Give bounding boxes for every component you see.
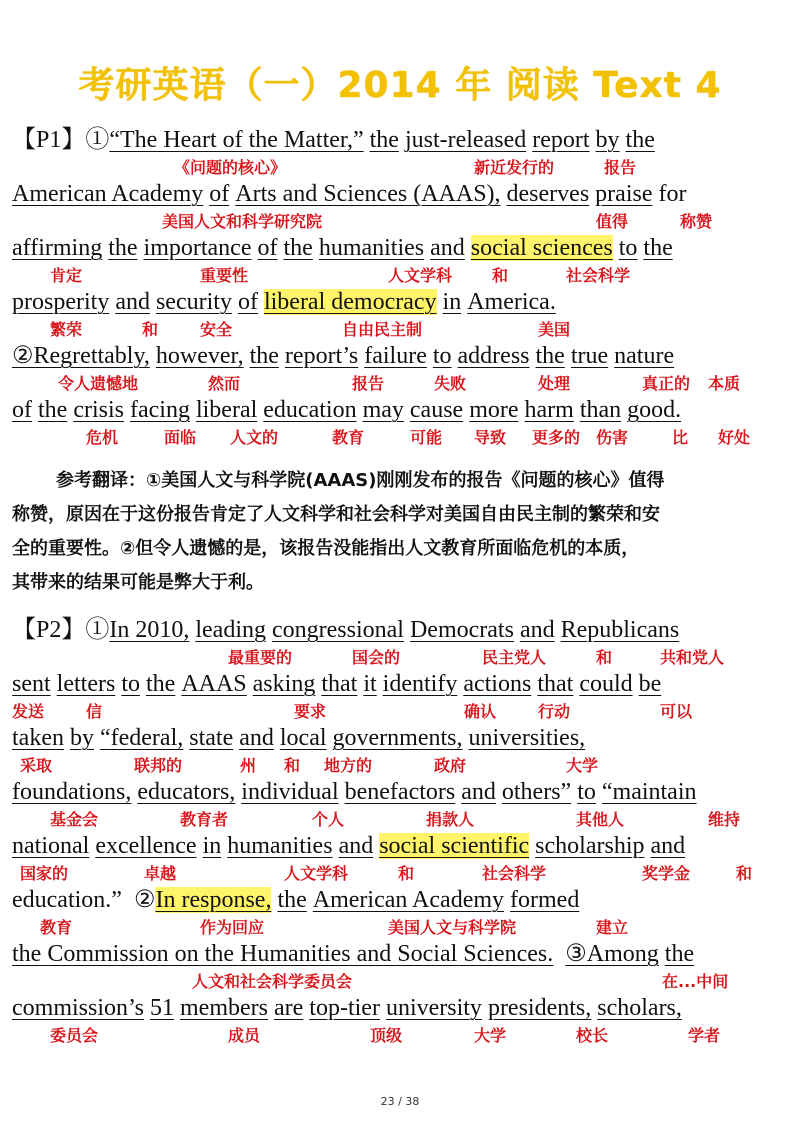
gloss: 成员 [228, 1026, 261, 1045]
word: and [338, 833, 374, 859]
word: the [369, 127, 399, 153]
word: foundations, [12, 779, 132, 805]
gloss: 最重要的 [228, 648, 293, 667]
gloss: 州 [240, 756, 257, 775]
gloss: 繁荣 [50, 320, 83, 339]
gloss: 伤害 [596, 428, 629, 447]
word: identify [382, 671, 458, 697]
gloss: 报告 [352, 374, 385, 393]
word: of [12, 397, 32, 423]
gloss: 比 [672, 428, 689, 447]
word: the [283, 235, 313, 261]
word: asking [252, 671, 316, 697]
p1-line-6 [12, 396, 788, 425]
page-total: 38 [405, 1095, 420, 1108]
p1-line-1 [12, 126, 788, 155]
gloss: 然而 [208, 374, 241, 393]
word: education [263, 397, 357, 423]
word: cause [409, 397, 464, 423]
word: others” [501, 779, 572, 805]
word: 【P1】① [12, 127, 110, 153]
gloss: 教育者 [180, 810, 229, 829]
p2-gloss-7 [12, 969, 788, 994]
word: America. [467, 289, 556, 315]
word: the [249, 343, 279, 369]
word: to [577, 779, 596, 805]
p2-line-6 [12, 886, 788, 915]
p2-line-4 [12, 778, 788, 807]
word: “maintain [601, 779, 697, 805]
page-title: 考研英语（一）2014 年 阅读 Text 4 [78, 65, 722, 106]
translation-line: 其带来的结果可能是弊大于利。 [12, 572, 264, 593]
gloss: 人文和社会科学委员会 [192, 972, 353, 991]
word: for [658, 181, 687, 207]
p2-line-7 [12, 940, 788, 969]
word: good. [627, 397, 682, 423]
word: it [363, 671, 377, 697]
p1-gloss-2 [12, 209, 788, 234]
gloss: 令人遗憾地 [58, 374, 139, 393]
p1-line-3 [12, 234, 788, 263]
word: members [180, 995, 268, 1021]
word: report [532, 127, 590, 153]
word: prosperity [12, 289, 110, 315]
word: by [595, 127, 620, 153]
word: and [115, 289, 150, 315]
gloss: 奖学金 [642, 864, 691, 883]
gloss: 联邦的 [134, 756, 183, 775]
word: “The Heart of the Matter,” [109, 127, 364, 153]
word: be [638, 671, 662, 697]
word: failure [364, 343, 427, 369]
word: local [279, 725, 327, 751]
word: the Commission on the Humanities and Social Sciences. [12, 941, 554, 967]
word: state [189, 725, 234, 751]
word: taken [12, 725, 64, 751]
word: In 2010, [109, 617, 190, 643]
gloss: 美国 [538, 320, 571, 339]
p2-gloss-3 [12, 753, 788, 778]
p1-gloss-5 [12, 371, 788, 396]
p1-line-5 [12, 342, 788, 371]
word: praise [595, 181, 653, 207]
p2-line-1 [12, 616, 788, 645]
word: in [442, 289, 462, 315]
word: governments, [332, 725, 463, 751]
word: in [202, 833, 222, 859]
word: humanities [227, 833, 333, 859]
word: nature [614, 343, 675, 369]
word: however, [155, 343, 244, 369]
gloss: 自由民主制 [342, 320, 423, 339]
word: harm [524, 397, 574, 423]
p2-line-3 [12, 724, 788, 753]
gloss: 社会科学 [482, 864, 547, 883]
word: the [643, 235, 673, 261]
word: educators, [137, 779, 236, 805]
gloss: 失败 [434, 374, 467, 393]
reference-translation [12, 464, 782, 600]
word: ②Regrettably, [12, 343, 150, 369]
word: the [108, 235, 138, 261]
gloss: 学者 [688, 1026, 721, 1045]
p2-gloss-5 [12, 861, 788, 886]
word: top-tier [309, 995, 380, 1021]
paragraph-p2 [12, 616, 788, 1048]
gloss: 美国人文和科学研究院 [162, 212, 323, 231]
word: humanities [318, 235, 425, 261]
gloss: 真正的 [642, 374, 691, 393]
word: could [579, 671, 633, 697]
word: AAAS [181, 671, 247, 697]
gloss: 危机 [86, 428, 119, 447]
gloss: 卓越 [144, 864, 177, 883]
word: presidents, [487, 995, 592, 1021]
gloss: 本质 [708, 374, 741, 393]
p2-gloss-2 [12, 699, 788, 724]
word: and [461, 779, 496, 805]
word: of [209, 181, 230, 207]
gloss: 导致 [474, 428, 507, 447]
word: leading [195, 617, 266, 643]
word: may [362, 397, 404, 423]
gloss: 称赞 [680, 212, 713, 231]
p2-gloss-6 [12, 915, 788, 940]
gloss: 国家的 [20, 864, 69, 883]
word: sent [12, 671, 51, 697]
gloss: 在...中间 [662, 972, 729, 991]
gloss: 可能 [410, 428, 443, 447]
gloss: 肯定 [50, 266, 83, 285]
p1-gloss-6 [12, 425, 788, 450]
word: and [430, 235, 465, 261]
word: that [537, 671, 574, 697]
word: to [121, 671, 140, 697]
translation-line: 称赞，原因在于这份报告肯定了人文科学和社会科学对美国自由民主制的繁荣和安 [12, 504, 660, 525]
highlighted-word: In response, [155, 887, 272, 913]
word: the [625, 127, 655, 153]
word: than [579, 397, 622, 423]
p1-line-2 [12, 180, 788, 209]
gloss: 可以 [660, 702, 693, 721]
word: security [155, 289, 232, 315]
word: the [535, 343, 565, 369]
word: the [664, 941, 695, 967]
gloss: 基金会 [50, 810, 99, 829]
word: report’s [284, 343, 359, 369]
highlighted-word: social scientific [379, 833, 530, 859]
word: ② [133, 887, 156, 913]
gloss: 更多的 [532, 428, 581, 447]
word: national [12, 833, 90, 859]
word: liberal [195, 397, 258, 423]
gloss: 行动 [538, 702, 571, 721]
gloss: 校长 [576, 1026, 609, 1045]
word: crisis [73, 397, 124, 423]
gloss: 美国人文与科学院 [388, 918, 517, 937]
gloss: 地方的 [324, 756, 373, 775]
translation-line: 全的重要性。②但令人遗憾的是，该报告没能指出人文教育所面临危机的本质， [12, 538, 640, 559]
highlighted-word: social sciences [470, 235, 613, 261]
word: “federal, [99, 725, 184, 751]
word: American Academy [312, 887, 505, 913]
word: just-released [404, 127, 527, 153]
word: scholars, [597, 995, 682, 1021]
p1-line-4 [12, 288, 788, 317]
gloss: 和 [736, 864, 753, 883]
gloss: 值得 [596, 212, 629, 231]
gloss: 采取 [20, 756, 53, 775]
p2-line-8 [12, 994, 788, 1023]
gloss: 确认 [464, 702, 497, 721]
word: Republicans [560, 617, 680, 643]
word: ③Among [565, 941, 659, 967]
word: deserves [506, 181, 590, 207]
word: university [385, 995, 482, 1021]
gloss: 人文的 [230, 428, 279, 447]
word: congressional [272, 617, 404, 643]
p1-gloss-4 [12, 317, 788, 342]
word: formed [510, 887, 580, 913]
word: of [237, 289, 258, 315]
word: importance [143, 235, 252, 261]
word: letters [56, 671, 116, 697]
word: and [650, 833, 686, 859]
page-indicator [0, 1095, 800, 1108]
gloss: 作为回应 [200, 918, 265, 937]
p2-gloss-1 [12, 645, 788, 670]
gloss: 民主党人 [482, 648, 547, 667]
gloss: 大学 [474, 1026, 507, 1045]
gloss: 国会的 [352, 648, 401, 667]
gloss: 重要性 [200, 266, 249, 285]
word: Democrats [409, 617, 514, 643]
gloss: 和 [596, 648, 613, 667]
gloss: 共和党人 [660, 648, 725, 667]
word: Arts and Sciences (AAAS), [235, 181, 501, 207]
gloss: 《问题的核心》 [174, 158, 287, 177]
gloss: 维持 [708, 810, 741, 829]
p1-gloss-3 [12, 263, 788, 288]
gloss: 建立 [596, 918, 629, 937]
gloss: 教育 [332, 428, 365, 447]
word: universities, [468, 725, 586, 751]
gloss: 政府 [434, 756, 467, 775]
word: the [38, 397, 68, 423]
gloss: 和 [398, 864, 415, 883]
gloss: 好处 [718, 428, 751, 447]
page-separator: / [398, 1095, 402, 1108]
gloss: 捐款人 [426, 810, 475, 829]
word: actions [463, 671, 532, 697]
word: are [274, 995, 304, 1021]
gloss: 和 [284, 756, 301, 775]
gloss: 信 [86, 702, 103, 721]
page-current: 23 [380, 1095, 395, 1108]
word: address [457, 343, 530, 369]
gloss: 报告 [604, 158, 637, 177]
word: to [618, 235, 638, 261]
word: 【P2】① [12, 617, 110, 643]
gloss: 教育 [40, 918, 73, 937]
word: that [321, 671, 358, 697]
gloss: 发送 [12, 702, 45, 721]
gloss: 要求 [294, 702, 327, 721]
gloss: 处理 [538, 374, 571, 393]
gloss: 新近发行的 [474, 158, 555, 177]
word: true [570, 343, 609, 369]
word: to [432, 343, 452, 369]
word: by [69, 725, 94, 751]
p2-gloss-4 [12, 807, 788, 832]
translation-line: 参考翻译：①美国人文与科学院(AAAS)刚刚发布的报告《问题的核心》值得 [56, 470, 665, 491]
word: American Academy [12, 181, 204, 207]
gloss: 社会科学 [566, 266, 631, 285]
gloss: 其他人 [576, 810, 625, 829]
word: benefactors [344, 779, 456, 805]
p2-gloss-8 [12, 1023, 788, 1048]
word: facing [130, 397, 190, 423]
word: 51 [150, 995, 175, 1021]
word: and [239, 725, 274, 751]
gloss: 大学 [566, 756, 599, 775]
p1-gloss-1 [12, 155, 788, 180]
gloss: 安全 [200, 320, 233, 339]
word: of [257, 235, 278, 261]
word: the [145, 671, 176, 697]
gloss: 委员会 [50, 1026, 99, 1045]
p2-line-2 [12, 670, 788, 699]
word: affirming [12, 235, 103, 261]
gloss: 面临 [164, 428, 197, 447]
word: scholarship [535, 833, 645, 859]
word: more [469, 397, 519, 423]
gloss: 人文学科 [388, 266, 453, 285]
gloss: 顶级 [370, 1026, 403, 1045]
word: excellence [95, 833, 197, 859]
gloss: 和 [142, 320, 159, 339]
gloss: 人文学科 [284, 864, 349, 883]
paragraph-p1 [12, 126, 788, 450]
word: education.” [12, 887, 122, 913]
gloss: 个人 [312, 810, 345, 829]
word: and [519, 617, 555, 643]
word: commission’s [12, 995, 145, 1021]
word: the [277, 887, 307, 913]
gloss: 和 [492, 266, 509, 285]
highlighted-word: liberal democracy [263, 289, 437, 315]
word: individual [241, 779, 339, 805]
p2-line-5 [12, 832, 788, 861]
